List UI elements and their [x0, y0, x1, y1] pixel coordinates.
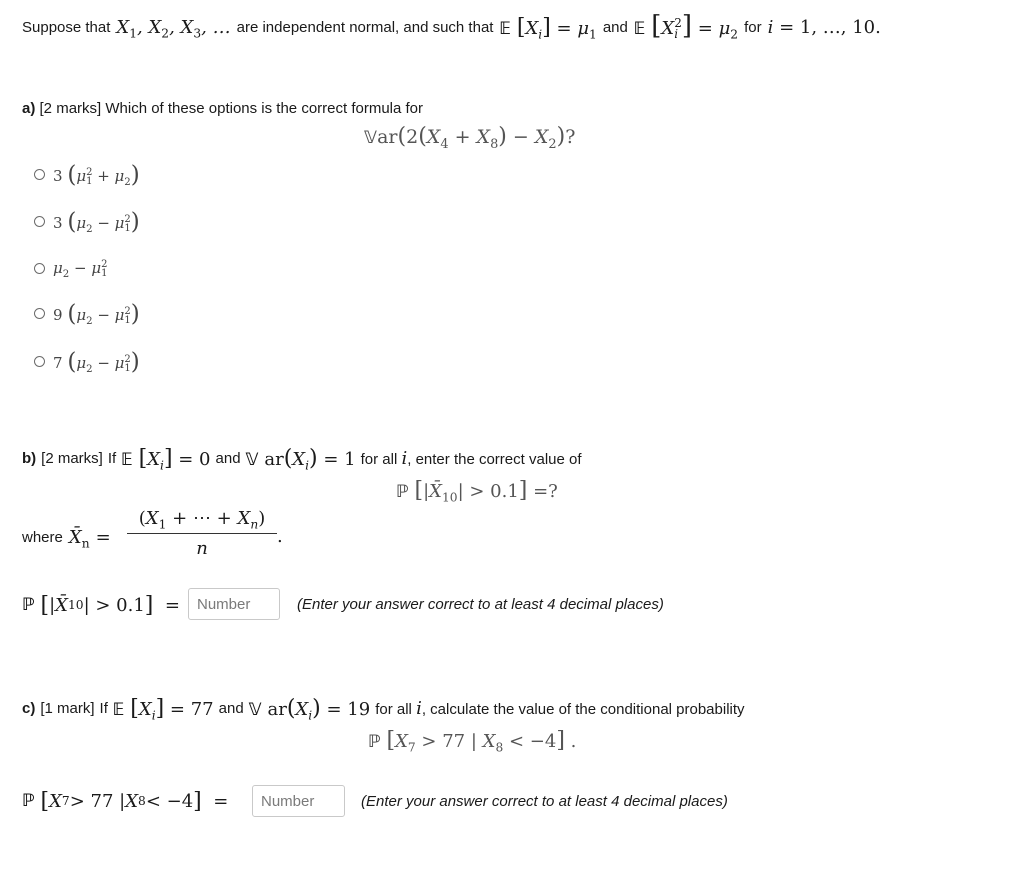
intro-text-2: are independent normal, and such that — [236, 19, 494, 36]
part-b-for-all: for all — [360, 450, 398, 468]
part-c-calc: , calculate the value of the conditional probability — [421, 700, 745, 718]
option-a1-formula: 3 (μ 2 1 + $\mu_2$) — [53, 162, 140, 188]
option-a5[interactable] — [34, 346, 140, 376]
intro-text-for: for — [744, 19, 762, 36]
part-b-answer-label: ℙ [ | X̄ 10 | > 0.1 ] = — [22, 592, 180, 618]
part-c-math-var: 𝕍 $ar(X_i) = 19$ — [248, 695, 371, 723]
part-b-target-formula: ℙ $[|X̄_{10}| > 0.1]$ =? — [396, 478, 558, 505]
fraction-denominator: n — [196, 538, 208, 559]
part-b-fraction — [127, 508, 277, 559]
part-c-math-mean: 𝔼 $[X_i] = 77$ — [112, 695, 214, 723]
radio-a3[interactable] — [34, 263, 45, 274]
part-b-where — [22, 526, 111, 550]
part-b-enter: , enter the correct value of — [407, 450, 582, 468]
option-a2[interactable] — [34, 206, 140, 236]
part-c-if: If — [99, 700, 108, 717]
part-b-math-var: 𝕍 $ar(X_i) = 1$ — [245, 445, 356, 473]
intro-text-and: and — [602, 19, 628, 36]
part-b-label: b) — [22, 450, 37, 467]
option-a3[interactable] — [34, 253, 107, 283]
part-a-marks: [2 marks] — [39, 100, 102, 117]
part-c-for-all: for all — [375, 700, 412, 718]
radio-a4[interactable] — [34, 308, 45, 319]
part-b-xbar: $X̄_n$ — [68, 527, 90, 551]
part-c-note: (Enter your answer correct to at least 4 decimal places) — [361, 793, 728, 810]
intro-line — [22, 11, 881, 42]
option-a4[interactable] — [34, 298, 140, 328]
option-a4-coef: 9 — [53, 306, 63, 324]
option-a5-formula: 7 ($\mu_2 - \mu$ 2 1 ) — [53, 349, 140, 375]
part-c-target-formula: ℙ [$X_7 > 77$ | $X_8 < -4$] . — [368, 728, 577, 755]
radio-a2[interactable] — [34, 216, 45, 227]
part-c-marks: [1 mark] — [40, 700, 95, 717]
part-b-note: (Enter your answer correct to at least 4 decimal places) — [297, 596, 664, 613]
part-b-heading: b) [2 marks] If 𝔼 $[X_i] = 0$ and 𝕍 $ar(X_i) = 1$ for all i, enter the correct value of — [22, 445, 582, 473]
part-b-where-text: where — [22, 529, 63, 546]
radio-a5[interactable] — [34, 356, 45, 367]
intro-math-range: i = 1, …, 10. — [767, 17, 881, 38]
option-a2-coef: 3 — [53, 214, 63, 232]
option-a5-coef: 7 — [53, 354, 63, 372]
part-c-answer-label: ℙ [ X 7 > 77 | X 8 < −4 ] = — [22, 788, 229, 814]
option-a1-coef: 3 — [53, 167, 63, 185]
equals-sign: = — [95, 527, 111, 548]
radio-a1[interactable] — [34, 169, 45, 180]
intro-math-second-moment: 𝔼 [X 2 i ] = $\mu_2$ — [633, 11, 739, 42]
fraction-numerator: ($X_1$ + ⋯ + $X_n$) — [127, 508, 277, 534]
option-a2-formula: 3 ($\mu_2 - \mu$ 2 1 ) — [53, 209, 140, 235]
option-a3-formula: $\mu_2 - \mu$ 2 1 — [53, 258, 108, 280]
part-a-label: a) — [22, 100, 36, 117]
part-c-answer-input[interactable] — [252, 785, 345, 817]
part-b-answer-input[interactable] — [188, 588, 280, 620]
part-a-formula: $𝕍ar(2(X_4 + X_8) - X_2)$? — [364, 124, 576, 152]
fraction-period: . — [277, 526, 283, 547]
intro-text-1: Suppose that — [22, 19, 111, 36]
part-a-heading — [22, 99, 423, 119]
intro-math-sequence: $X_1$, $X_2$, $X_3$, … — [116, 17, 231, 41]
part-b-and: and — [215, 450, 241, 467]
part-b-math-mean: 𝔼 $[X_i] = 0$ — [121, 445, 211, 473]
option-a1[interactable] — [34, 159, 140, 189]
part-c-heading: c) [1 mark] If 𝔼 $[X_i] = 77$ and 𝕍 $ar(X_i) = 19$ for all i, calculate the value of the conditional probability — [22, 695, 745, 723]
part-c-and: and — [218, 700, 244, 717]
part-b-marks: [2 marks] — [41, 450, 103, 467]
part-b-if: If — [107, 450, 117, 467]
intro-math-mean: 𝔼 $[X_i] = \mu_1$ — [499, 14, 597, 42]
part-a-prompt: Which of these options is the correct formula for — [105, 100, 424, 117]
part-c-label: c) — [22, 700, 36, 717]
option-a4-formula: 9 ($\mu_2 - \mu$ 2 1 ) — [53, 301, 140, 327]
